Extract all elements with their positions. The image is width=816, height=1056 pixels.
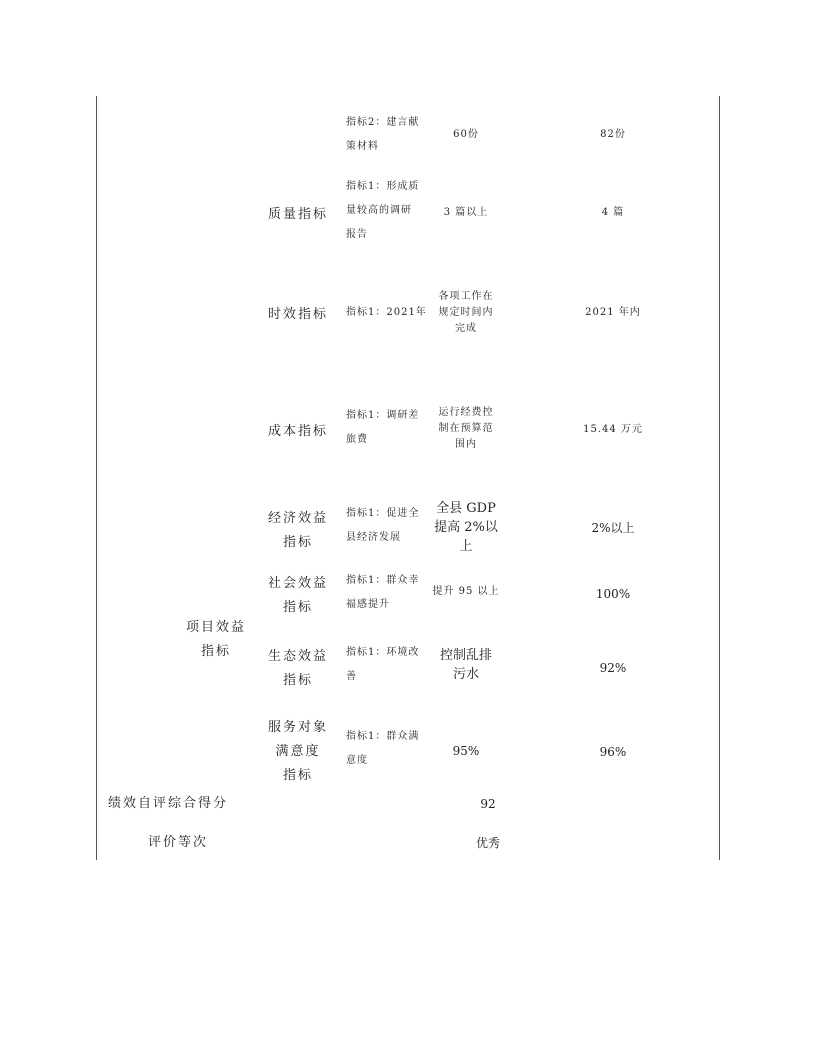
category-line: 时效指标 [267,307,328,322]
category-line: 满意度 [275,744,321,759]
table-row-actual: 4 篇 [601,207,625,218]
table-row-actual: 92% [599,661,627,675]
category-line: 服务对象 [267,720,328,735]
indicator-line: 指标1：2021年 [346,307,427,318]
table-row-target [426,289,506,337]
category-line: 指标 [282,535,313,550]
target-line: 全县 GDP [436,501,496,516]
indicator-line: 报告 [346,229,368,240]
indicator-line: 指标1：调研差 [346,410,420,421]
target-line: 运行经费控 [438,407,494,418]
grade-label: 评价等次 [148,835,209,850]
table-row-indicator [346,725,419,773]
first-level-category-line: 指标 [200,644,231,659]
indicator-line: 指标1：形成质 [346,181,420,192]
indicator-line: 县经济发展 [346,532,401,543]
category-line: 质量指标 [267,207,328,222]
category-line: 生态效益 [267,649,328,664]
table-row-category [263,203,333,227]
category-line: 社会效益 [267,576,328,591]
grade-value: 优秀 [475,836,500,850]
score-label: 绩效自评综合得分 [108,796,229,811]
target-line: 完成 [455,323,477,334]
category-line: 指标 [282,600,313,615]
target-line: 提高 2%以 [434,520,498,535]
table-row-actual: 2021 年内 [585,307,641,318]
table-left-border [96,96,97,860]
table-row-category [263,303,333,327]
target-line: 控制乱排 [439,648,492,663]
table-row-target: 60份 [453,129,479,140]
target-line: 各项工作在 [438,291,494,302]
category-line: 经济效益 [267,511,328,526]
table-row-target: 95% [452,744,480,758]
table-row-target: 提升 95 以上 [432,586,500,597]
category-line: 指标 [282,673,313,688]
table-row-category [263,507,333,555]
indicator-line: 旅费 [346,434,368,445]
indicator-line: 指标1：促进全 [346,508,420,519]
table-row-indicator [346,641,419,689]
table-row-target [423,499,509,556]
table-row-actual: 100% [595,587,631,601]
table-row-category [263,420,333,444]
table-row-actual: 2%以上 [591,521,635,535]
indicator-line: 意度 [346,755,368,766]
table-row-indicator [346,175,419,247]
indicator-line: 福感提升 [346,599,390,610]
first-level-category-line: 项目效益 [185,620,246,635]
target-line: 制在预算范 [438,423,494,434]
indicator-line: 指标2：建言献 [346,117,420,128]
category-line: 成本指标 [267,424,328,439]
target-line: 围内 [455,439,477,450]
score-value: 92 [480,797,496,811]
table-row-indicator [346,569,419,617]
table-row-target [423,646,509,684]
table-row-indicator [346,502,419,550]
table-row-actual: 15.44 万元 [583,424,643,435]
indicator-line: 善 [346,671,357,682]
indicator-line: 指标1：环境改 [346,647,420,658]
table-row-indicator [346,301,427,325]
indicator-line: 指标1：群众幸 [346,575,420,586]
table-row-category [263,645,333,693]
indicator-line: 策材料 [346,141,379,152]
target-line: 规定时间内 [438,307,494,318]
table-right-border [719,96,720,860]
table-row-target: 3 篇以上 [443,207,489,218]
table-row-indicator [346,404,419,452]
first-level-category [180,616,252,664]
table-row-actual: 82份 [600,129,626,140]
category-line: 指标 [282,768,313,783]
indicator-line: 指标1：群众满 [346,731,420,742]
target-line: 污水 [452,667,479,682]
indicator-line: 量较高的调研 [346,205,412,216]
table-row-indicator [346,111,419,159]
table-row-target [426,405,506,453]
table-row-category [263,572,333,620]
target-line: 上 [459,539,473,554]
table-row-category [258,716,338,788]
table-row-actual: 96% [599,745,627,759]
